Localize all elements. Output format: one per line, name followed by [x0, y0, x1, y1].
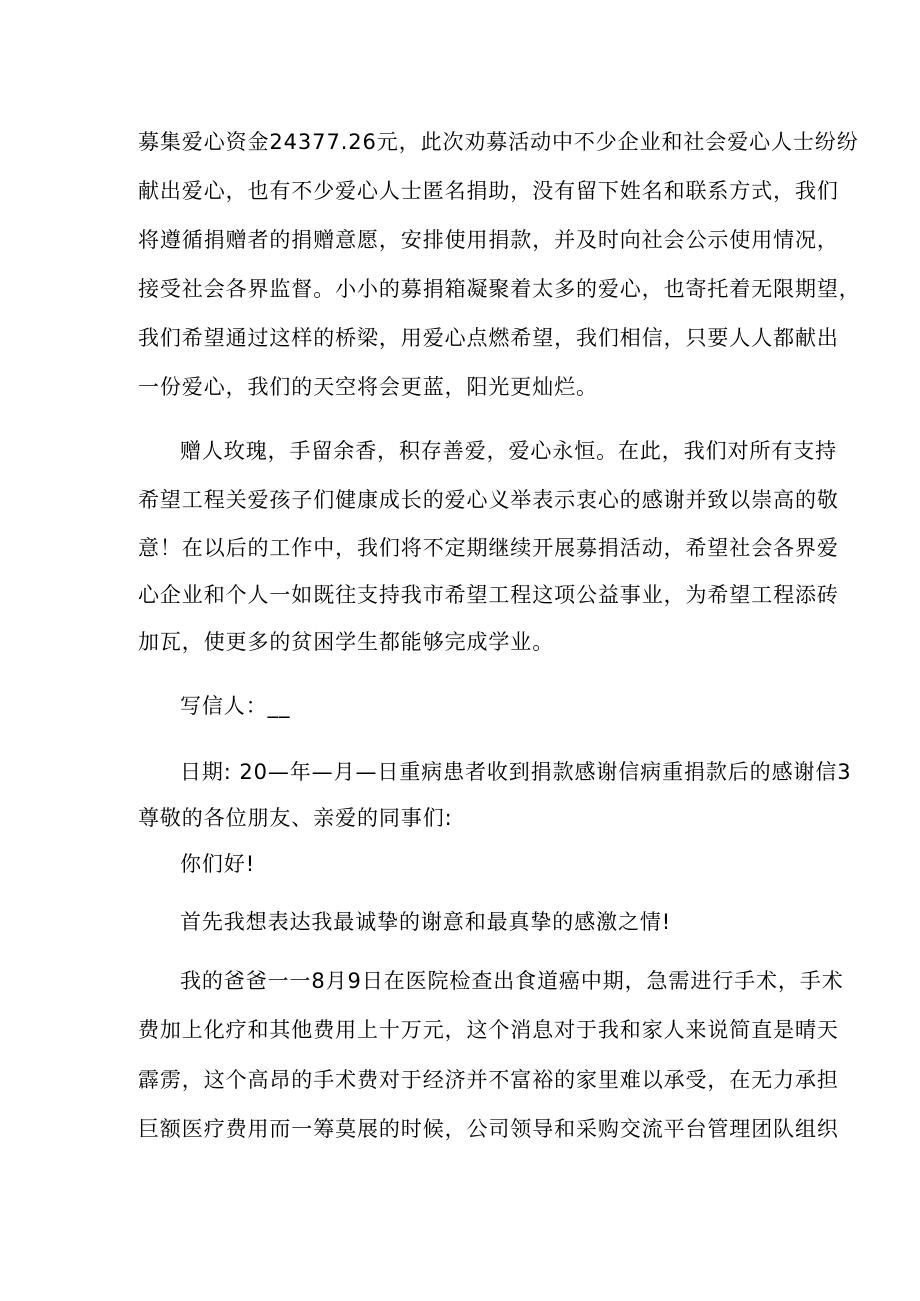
paragraph-line: 费加上化疗和其他费用上十万元，这个消息对于我和家人来说简直是晴天: [138, 1018, 839, 1042]
paragraph-line: 心企业和个人一如既往支持我市希望工程这项公益事业，为希望工程添砖: [138, 583, 839, 607]
paragraph-line: 募集爱心资金24377.26元，此次劝募活动中不少企业和社会爱心人士纷纷: [138, 130, 859, 154]
paragraph-line: 霹雳，这个高昂的手术费对于经济并不富裕的家里难以承受，在无力承担: [138, 1068, 839, 1092]
greeting: 你们好!: [180, 852, 256, 876]
paragraph-line: 将遵循捐赠者的捐赠意愿，安排使用捐款，并及时向社会公示使用情况，: [138, 228, 839, 252]
paragraph-line: 接受社会各界监督。小小的募捐箱凝聚着太多的爱心，也寄托着无限期望，: [138, 277, 861, 301]
paragraph-line: 加瓦，使更多的贫困学生都能够完成学业。: [138, 630, 555, 654]
paragraph-line: 我的爸爸一一8月9日在医院检查出食道癌中期，急需进行手术，手术: [180, 969, 844, 993]
paragraph-line: 一份爱心，我们的天空将会更蓝，阳光更灿烂。: [138, 375, 598, 399]
thanks-line: 首先我想表达我最诚挚的谢意和最真挚的感激之情!: [180, 910, 672, 934]
paragraph-line: 日期: 20—年—月—日重病患者收到捐款感谢信病重捐款后的感谢信3: [180, 760, 852, 784]
paragraph-line: 献出爱心，也有不少爱心人士匿名捐助，没有留下姓名和联系方式，我们: [138, 179, 839, 203]
paragraph-line: 巨额医疗费用而一筹莫展的时候，公司领导和采购交流平台管理团队组织: [138, 1117, 839, 1141]
salutation: 尊敬的各位朋友、亲爱的同事们:: [138, 806, 453, 830]
paragraph-line: 意！在以后的工作中，我们将不定期继续开展募捐活动，希望社会各界爱: [138, 536, 839, 560]
paragraph-line: 赠人玫瑰，手留余香，积存善爱，爱心永恒。在此，我们对所有支持: [180, 439, 837, 463]
signature-line: 写信人：__: [180, 694, 291, 718]
paragraph-line: 我们希望通过这样的桥梁，用爱心点燃希望，我们相信，只要人人都献出: [138, 326, 839, 350]
paragraph-line: 希望工程关爱孩子们健康成长的爱心义举表示衷心的感谢并致以崇高的敬: [138, 488, 839, 512]
